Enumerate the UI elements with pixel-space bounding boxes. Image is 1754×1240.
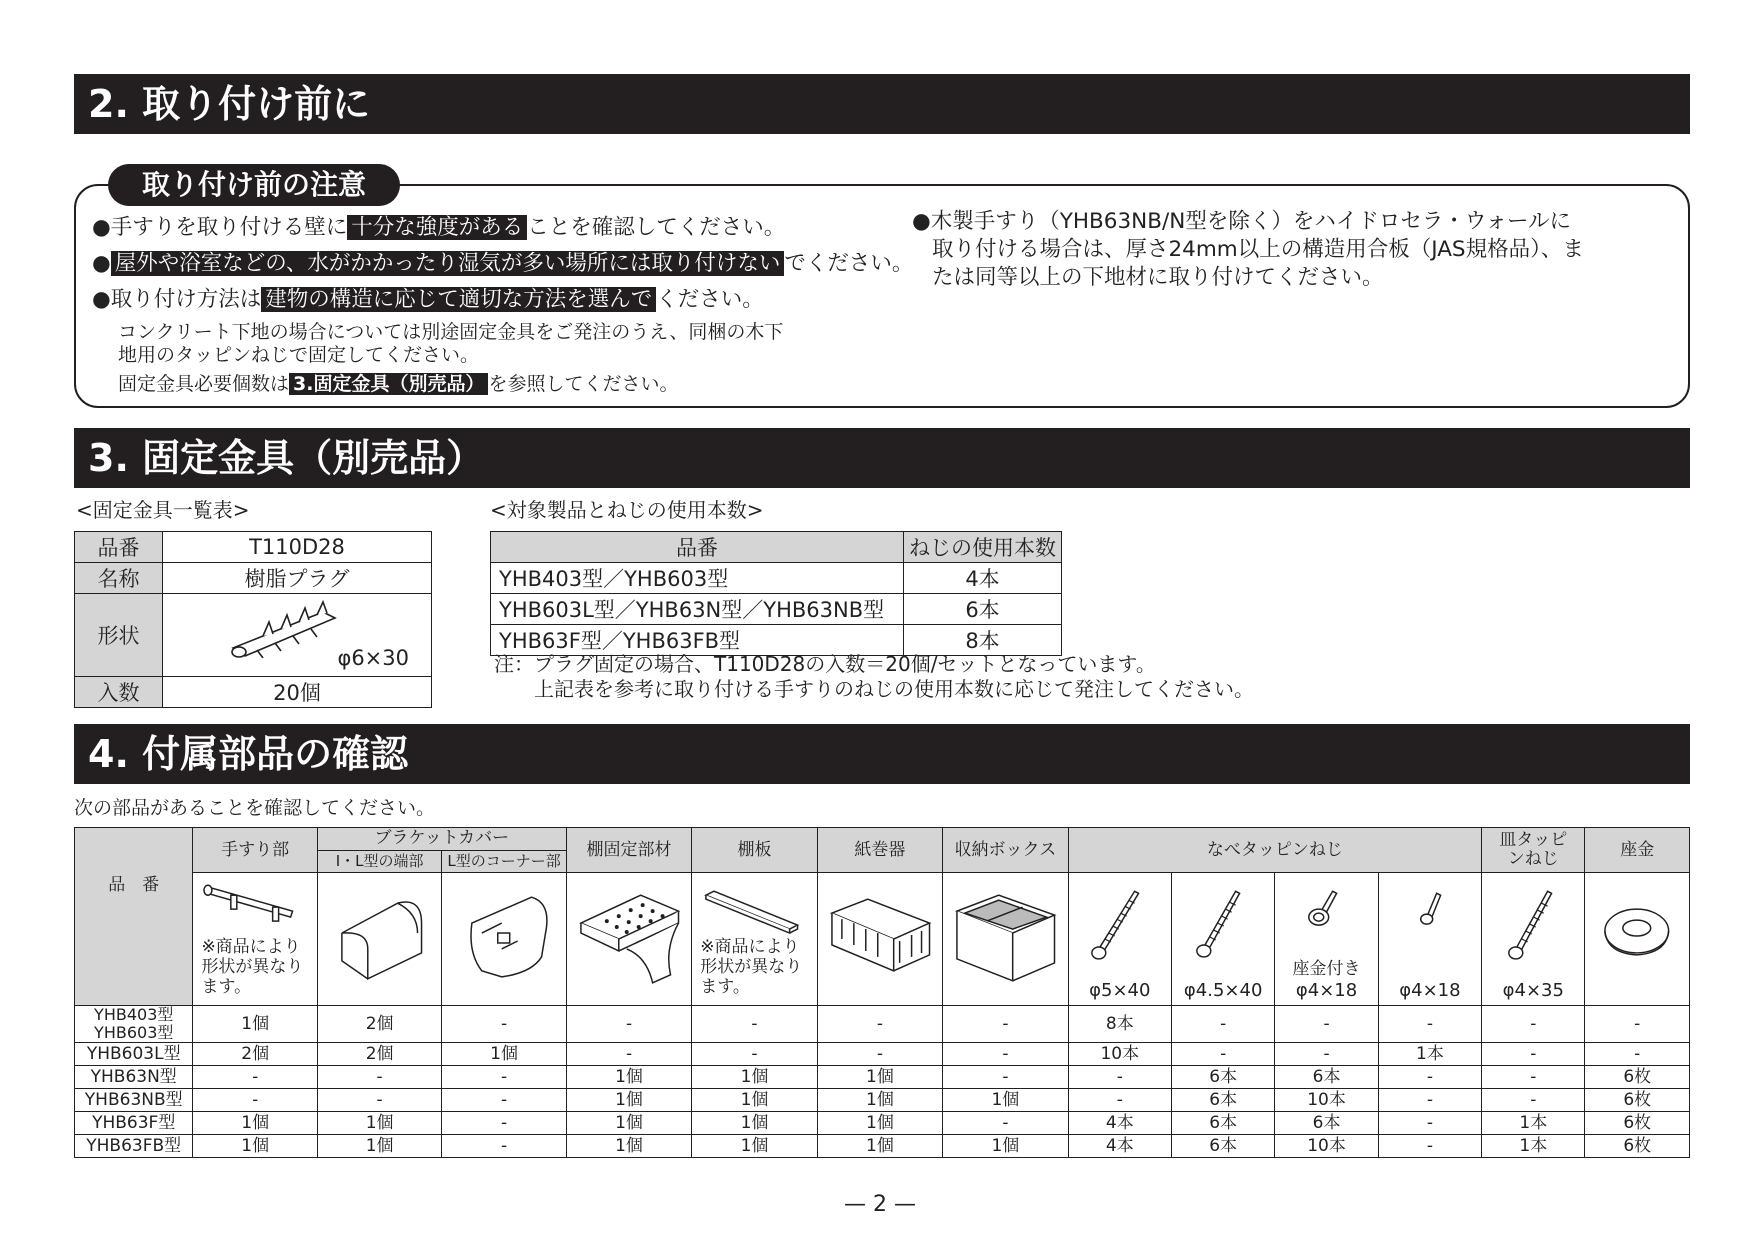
cell: 4本 [1068, 1112, 1171, 1135]
screw-nabe-2-image [1171, 873, 1274, 1006]
cell: 1個 [943, 1135, 1068, 1158]
cell: - [943, 1066, 1068, 1089]
header-product: 品番 [491, 532, 904, 563]
cell: - [1585, 1043, 1690, 1066]
cell: 1個 [692, 1135, 817, 1158]
cell-product: YHB403型／YHB603型 [491, 563, 904, 594]
cell-product: YHB603L型／YHB63N型／YHB63NB型 [491, 594, 904, 625]
header-bracket: ブラケットカバー [317, 828, 566, 851]
cell-label: 形状 [75, 594, 163, 677]
table-row [75, 1112, 1690, 1135]
cell: 6枚 [1585, 1089, 1690, 1112]
cell: - [1585, 1006, 1690, 1043]
cell: 1本 [1482, 1112, 1585, 1135]
shelf-image [692, 873, 817, 1006]
cell: 1個 [566, 1112, 691, 1135]
cell: 1個 [817, 1066, 942, 1089]
cell-count: 4本 [904, 563, 1062, 594]
cell-value: 20個 [163, 677, 432, 708]
table-row [75, 1089, 1690, 1112]
table-header-row [491, 532, 1062, 563]
handrail-image [193, 873, 317, 1006]
cell-product: YHB63FB型 [75, 1135, 193, 1158]
cell: - [442, 1112, 566, 1135]
cell: 6枚 [1585, 1112, 1690, 1135]
caution-text: ● [92, 251, 111, 276]
cell: - [1378, 1135, 1481, 1158]
cell: - [1378, 1089, 1481, 1112]
cell: 1個 [442, 1043, 566, 1066]
cell: 6本 [1171, 1066, 1274, 1089]
screw-size: φ4×18 [1399, 980, 1461, 1001]
cell: - [566, 1043, 691, 1066]
cell: 1個 [193, 1112, 317, 1135]
caution-text: ことを確認してください。 [527, 215, 786, 240]
cell-count: 8本 [904, 625, 1062, 656]
cell: - [943, 1112, 1068, 1135]
header-storage-box: 収納ボックス [943, 828, 1068, 873]
bracket-cover-end-icon [318, 873, 441, 1005]
caution-line-6 [118, 372, 678, 397]
table-row [75, 563, 432, 594]
section-2-header: 2. 取り付け前に [74, 74, 1690, 134]
washer-icon [1585, 873, 1689, 1005]
cell: - [193, 1066, 317, 1089]
cell: 1個 [317, 1135, 441, 1158]
cell: 10本 [1275, 1135, 1378, 1158]
screw-caption: <対象製品とねじの使用本数> [490, 498, 764, 522]
cell: - [442, 1135, 566, 1158]
cell: 8本 [1068, 1006, 1171, 1043]
caution-highlight: 3.固定金具（別売品） [289, 373, 488, 395]
screw-size: φ4×18 [1295, 980, 1358, 1001]
cell-value: 樹脂プラグ [163, 563, 432, 594]
cell: 6枚 [1585, 1066, 1690, 1089]
storage-box-image [943, 873, 1068, 1006]
caution-text: でください。 [784, 251, 914, 276]
cell: 1個 [817, 1112, 942, 1135]
cell: 6本 [1171, 1112, 1274, 1135]
cell-product: YHB63F型／YHB63FB型 [491, 625, 904, 656]
cell-product: YHB403型 YHB603型 [75, 1006, 193, 1043]
cell: 1個 [193, 1006, 317, 1043]
caution-title: 取り付け前の注意 [108, 164, 400, 206]
cell: - [692, 1006, 817, 1043]
washer-image [1585, 873, 1690, 1006]
caution-line-4: コンクリート下地の場合については別途固定金具をご発注のうえ、同梱の木下 [118, 321, 784, 343]
cell: 2個 [193, 1043, 317, 1066]
header-count: ねじの使用本数 [904, 532, 1062, 563]
cell: 1個 [692, 1112, 817, 1135]
cell: 6枚 [1585, 1135, 1690, 1158]
cell: - [193, 1089, 317, 1112]
cell: - [817, 1006, 942, 1043]
screw-nabe-1-image [1068, 873, 1171, 1006]
caution-line-1 [92, 214, 785, 242]
cell-product: YHB603L型 [75, 1043, 193, 1066]
screw-washer-label: 座金付き [1292, 959, 1361, 979]
cell-product: YHB63F型 [75, 1112, 193, 1135]
cell: 6本 [1275, 1066, 1378, 1089]
caution-line-2 [92, 250, 913, 278]
cell: - [1482, 1043, 1585, 1066]
cell: - [1378, 1006, 1481, 1043]
table-row [75, 594, 432, 677]
table-row [75, 1066, 1690, 1089]
cell: 4本 [1068, 1135, 1171, 1158]
table-header-row [75, 828, 1690, 851]
caution-line-5: 地用のタッピンねじで固定してください。 [118, 344, 480, 366]
bracket-cover-corner-icon [442, 873, 565, 1005]
caution-highlight: 建物の構造に応じて適切な方法を選んで [261, 287, 656, 312]
page-number: — 2 — [844, 1192, 916, 1217]
bracket-corner-image [442, 873, 566, 1006]
cell: - [1378, 1066, 1481, 1089]
cell: - [692, 1043, 817, 1066]
header-paper-holder: 紙巻器 [817, 828, 942, 873]
cell-label: 名称 [75, 563, 163, 594]
cell-label: 品番 [75, 532, 163, 563]
section-3-header: 3. 固定金具（別売品） [74, 428, 1690, 488]
shelf-fix-image [566, 873, 691, 1006]
header-pan-screw: なべタッピンねじ [1068, 828, 1482, 873]
screw-size: φ5×40 [1089, 980, 1151, 1001]
cell: 1個 [943, 1089, 1068, 1112]
header-product: 品 番 [75, 828, 193, 1006]
cell: - [1068, 1089, 1171, 1112]
cell: 1個 [817, 1135, 942, 1158]
cell-shape [163, 594, 432, 677]
cell: - [317, 1089, 441, 1112]
bracket-end-image [317, 873, 441, 1006]
cell: - [943, 1043, 1068, 1066]
table-row [491, 625, 1062, 656]
cell: 1個 [317, 1112, 441, 1135]
caution-right-line-2: 取り付ける場合は、厚さ24mm以上の構造用合板（JAS規格品）、ま [932, 237, 1584, 262]
parts-intro: 次の部品があることを確認してください。 [74, 797, 436, 819]
cell: - [1482, 1089, 1585, 1112]
cell-product: YHB63NB型 [75, 1089, 193, 1112]
cell: - [1171, 1006, 1274, 1043]
caution-text: 固定金具必要個数は [118, 373, 290, 395]
header-washer: 座金 [1585, 828, 1690, 873]
cell: - [566, 1006, 691, 1043]
header-shelf: 棚板 [692, 828, 817, 873]
cell: 6本 [1275, 1112, 1378, 1135]
cell: - [442, 1066, 566, 1089]
cell-value: T110D28 [163, 532, 432, 563]
cell: 10本 [1068, 1043, 1171, 1066]
cell: - [1275, 1043, 1378, 1066]
screw-sara-image [1482, 873, 1585, 1006]
cell: - [817, 1043, 942, 1066]
screw-nabe-3-image [1275, 873, 1378, 1006]
caution-highlight: 十分な強度がある [347, 215, 527, 240]
cell: 1個 [193, 1135, 317, 1158]
cell: - [1378, 1112, 1481, 1135]
cell: 1本 [1378, 1043, 1481, 1066]
cell: 10本 [1275, 1089, 1378, 1112]
paper-holder-image [817, 873, 942, 1006]
parts-table [74, 827, 1690, 1158]
caution-text: を参照してください。 [488, 373, 679, 395]
table-row [75, 532, 432, 563]
caution-right-line-3: たは同等以上の下地材に取り付けてください。 [932, 265, 1384, 290]
cell: 1個 [692, 1066, 817, 1089]
table-row [75, 1135, 1690, 1158]
cell: 1個 [817, 1089, 942, 1112]
shelf-bracket-icon [567, 873, 691, 1005]
cell: - [442, 1089, 566, 1112]
screw-nabe-4-image [1378, 873, 1481, 1006]
cell: - [317, 1066, 441, 1089]
storage-box-icon [943, 873, 1067, 1005]
cell: - [1482, 1066, 1585, 1089]
cell: - [442, 1006, 566, 1043]
caution-text: ください。 [656, 287, 764, 312]
header-flat-screw: 皿タッピンねじ [1482, 828, 1585, 873]
section-4-header: 4. 付属部品の確認 [74, 724, 1690, 784]
cell: - [1482, 1006, 1585, 1043]
screw-size: φ4.5×40 [1183, 980, 1263, 1001]
screw-note-2: 上記表を参考に取り付ける手すりのねじの使用本数に応じて発注してください。 [534, 677, 1254, 701]
cell: - [1068, 1066, 1171, 1089]
cell: 1個 [566, 1066, 691, 1089]
screw-size: φ4×35 [1502, 980, 1564, 1001]
caution-highlight: 屋外や浴室などの、水がかかったり湿気が多い場所には取り付けない [111, 251, 785, 276]
table-row [75, 1043, 1690, 1066]
cell-label: 入数 [75, 677, 163, 708]
image-row [75, 873, 1690, 1006]
header-shelf-fix: 棚固定部材 [566, 828, 691, 873]
paper-holder-icon [818, 873, 942, 1005]
cell: 1本 [1482, 1135, 1585, 1158]
cell-count: 6本 [904, 594, 1062, 625]
caution-line-3 [92, 286, 764, 314]
caution-right-line-1: ●木製手すり（YHB63NB/N型を除く）をハイドロセラ・ウォールに [912, 209, 1572, 234]
table-row [75, 677, 432, 708]
cell: 1個 [692, 1089, 817, 1112]
cell: 2個 [317, 1043, 441, 1066]
fixture-table [74, 531, 432, 708]
header-bracket-corner: L型のコーナー部 [442, 850, 566, 873]
caution-text: ●取り付け方法は [92, 287, 262, 312]
cell: - [1275, 1006, 1378, 1043]
handrail-note: ※商品により形状が異なります。 [201, 937, 304, 997]
fixture-caption: <固定金具一覧表> [76, 498, 250, 522]
table-row [75, 1006, 1690, 1043]
cell: 2個 [317, 1006, 441, 1043]
header-handrail: 手すり部 [193, 828, 317, 873]
cell: 6本 [1171, 1135, 1274, 1158]
plug-size: φ6×30 [337, 646, 409, 670]
cell: - [943, 1006, 1068, 1043]
cell: 1個 [566, 1135, 691, 1158]
header-bracket-end: I・L型の端部 [317, 850, 441, 873]
table-row [491, 594, 1062, 625]
screw-table [490, 531, 1062, 656]
cell: 6本 [1171, 1089, 1274, 1112]
caution-text: ●手すりを取り付ける壁に [92, 215, 348, 240]
table-row [491, 563, 1062, 594]
cell: 1個 [566, 1089, 691, 1112]
cell-product: YHB63N型 [75, 1066, 193, 1089]
cell: - [1171, 1043, 1274, 1066]
shelf-note: ※商品により形状が異なります。 [700, 937, 803, 997]
screw-note-1: 注：プラグ固定の場合、T110D28の入数＝20個/セットとなっています。 [494, 652, 1156, 676]
